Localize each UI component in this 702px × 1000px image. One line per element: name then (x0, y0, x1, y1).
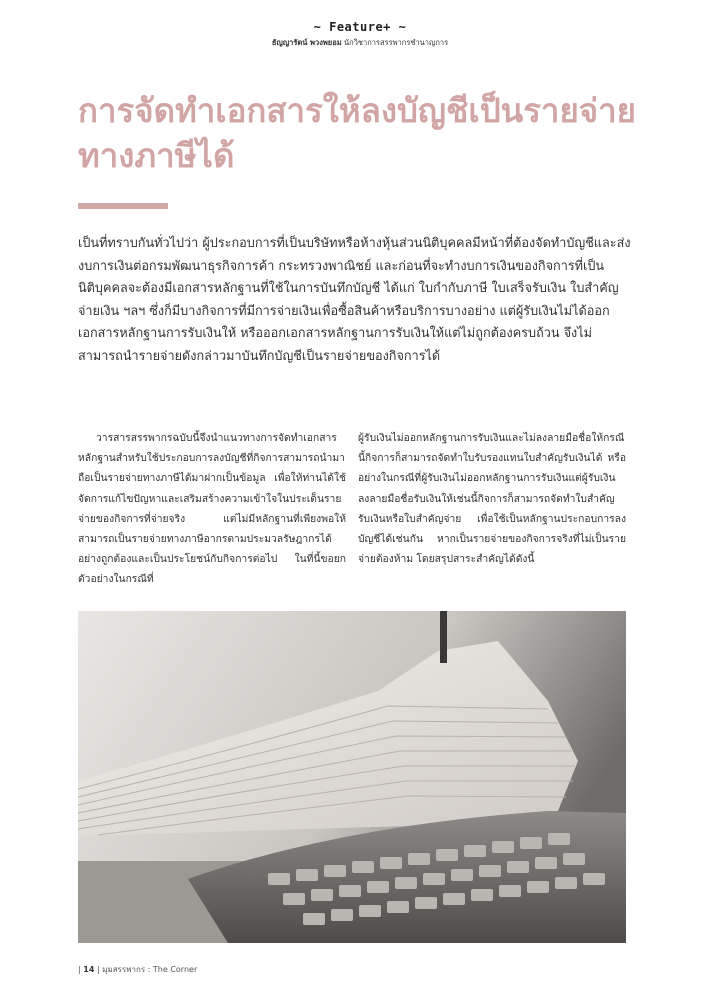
page-number: 14 (83, 965, 95, 974)
author-name: ธัญญารัตน์ พวงพยอม (271, 38, 342, 47)
article-title: การจัดทำเอกสารให้ลงบัญชีเป็นรายจ่ายทางภาษีได้ (78, 91, 637, 175)
title-underline (78, 203, 168, 209)
publication-name: มุมสรรพากร : The Corner (102, 965, 198, 974)
section-label: ~ Feature+ ~ (313, 20, 407, 34)
documents-keyboard-photo (78, 611, 626, 943)
page-footer (78, 963, 197, 976)
footer-separator: | (96, 965, 103, 974)
body-column-right: ผู้รับเงินไม่ออกหลักฐานการรับเงินและไม่ลงลายมือชื่อให้กรณีนี้กิจการก็สามารถจัดทำใบรับรองแทนใบสำคัญรับเงินได้ หรืออย่างในกรณีที่ผู้รับเงินไม่ออกหลักฐานการรับเงินแต่ผู้รับเงินลงลายมือชื่อรับเงินให้เช่นนี้กิจการก็สามารถจัดทำใบสำคัญรับเงินหรือใบสำคัญจ่าย เพื่อใช้เป็นหลักฐานประกอบการลงบัญชีได้เช่นกัน หากเป็นรายจ่ายของกิจการจริงที่ไม่เป็นรายจ่ายต้องห้าม โดยสรุปสาระสำคัญได้ดังนี้ (358, 432, 626, 566)
author-byline (200, 37, 520, 49)
footer-separator: | (78, 965, 84, 974)
lead-paragraph: เป็นที่ทราบกันทั่วไปว่า ผู้ประกอบการที่เป็นบริษัทหรือห้างหุ้นส่วนนิติบุคคลมีหน้าที่ต้องจัดทำบัญชีและส่งงบการเงินต่อกรมพัฒนาธุรกิจการค้า กระทรวงพาณิชย์ และก่อนที่จะทำงบการเงินของกิจการที่เป็นนิติบุคคลจะต้องมีเอกสารหลักฐานที่ใช้ในการบันทึกบัญชี ได้แก่ ใบกำกับภาษี ใบเสร็จรับเงิน ใบสำคัญจ่ายเงิน ฯลฯ ซึ่งก็มีบางกิจการที่มีการจ่ายเงินเพื่อซื้อสินค้าหรือบริการบางอย่าง แต่ผู้รับเงินไม่ได้ออกเอกสารหลักฐานการรับเงินให้ หรือออกเอกสารหลักฐานการรับเงินให้แต่ไม่ถูกต้องครบถ้วน จึงไม่สามารถนำรายจ่ายดังกล่าวมาบันทึกบัญชีเป็นรายจ่ายของกิจการได้ (78, 235, 631, 363)
body-column-left: วารสารสรรพากรฉบับนี้จึงนำแนวทางการจัดทำเอกสารหลักฐานสำหรับใช้ประกอบการลงบัญชีที่กิจการสามารถนำมาถือเป็นรายจ่ายทางภาษีได้มาฝากเป็นข้อมูล เพื่อให้ท่านได้ใช้จัดการแก้ไขปัญหาและเสริมสร้างความเข้าใจในประเด็นรายจ่ายของกิจการที่จ่ายจริง แต่ไม่มีหลักฐานที่เพียงพอให้สามารถเป็นรายจ่ายทางภาษีอากรตามประมวลรัษฎากรได้อย่างถูกต้องและเป็นประโยชน์กับกิจการต่อไป ในที่นี้ขอยกตัวอย่างในกรณีที่ (78, 432, 346, 586)
page-header (200, 20, 520, 49)
author-role: นักวิชาการสรรพากรชำนาญการ (344, 38, 449, 47)
